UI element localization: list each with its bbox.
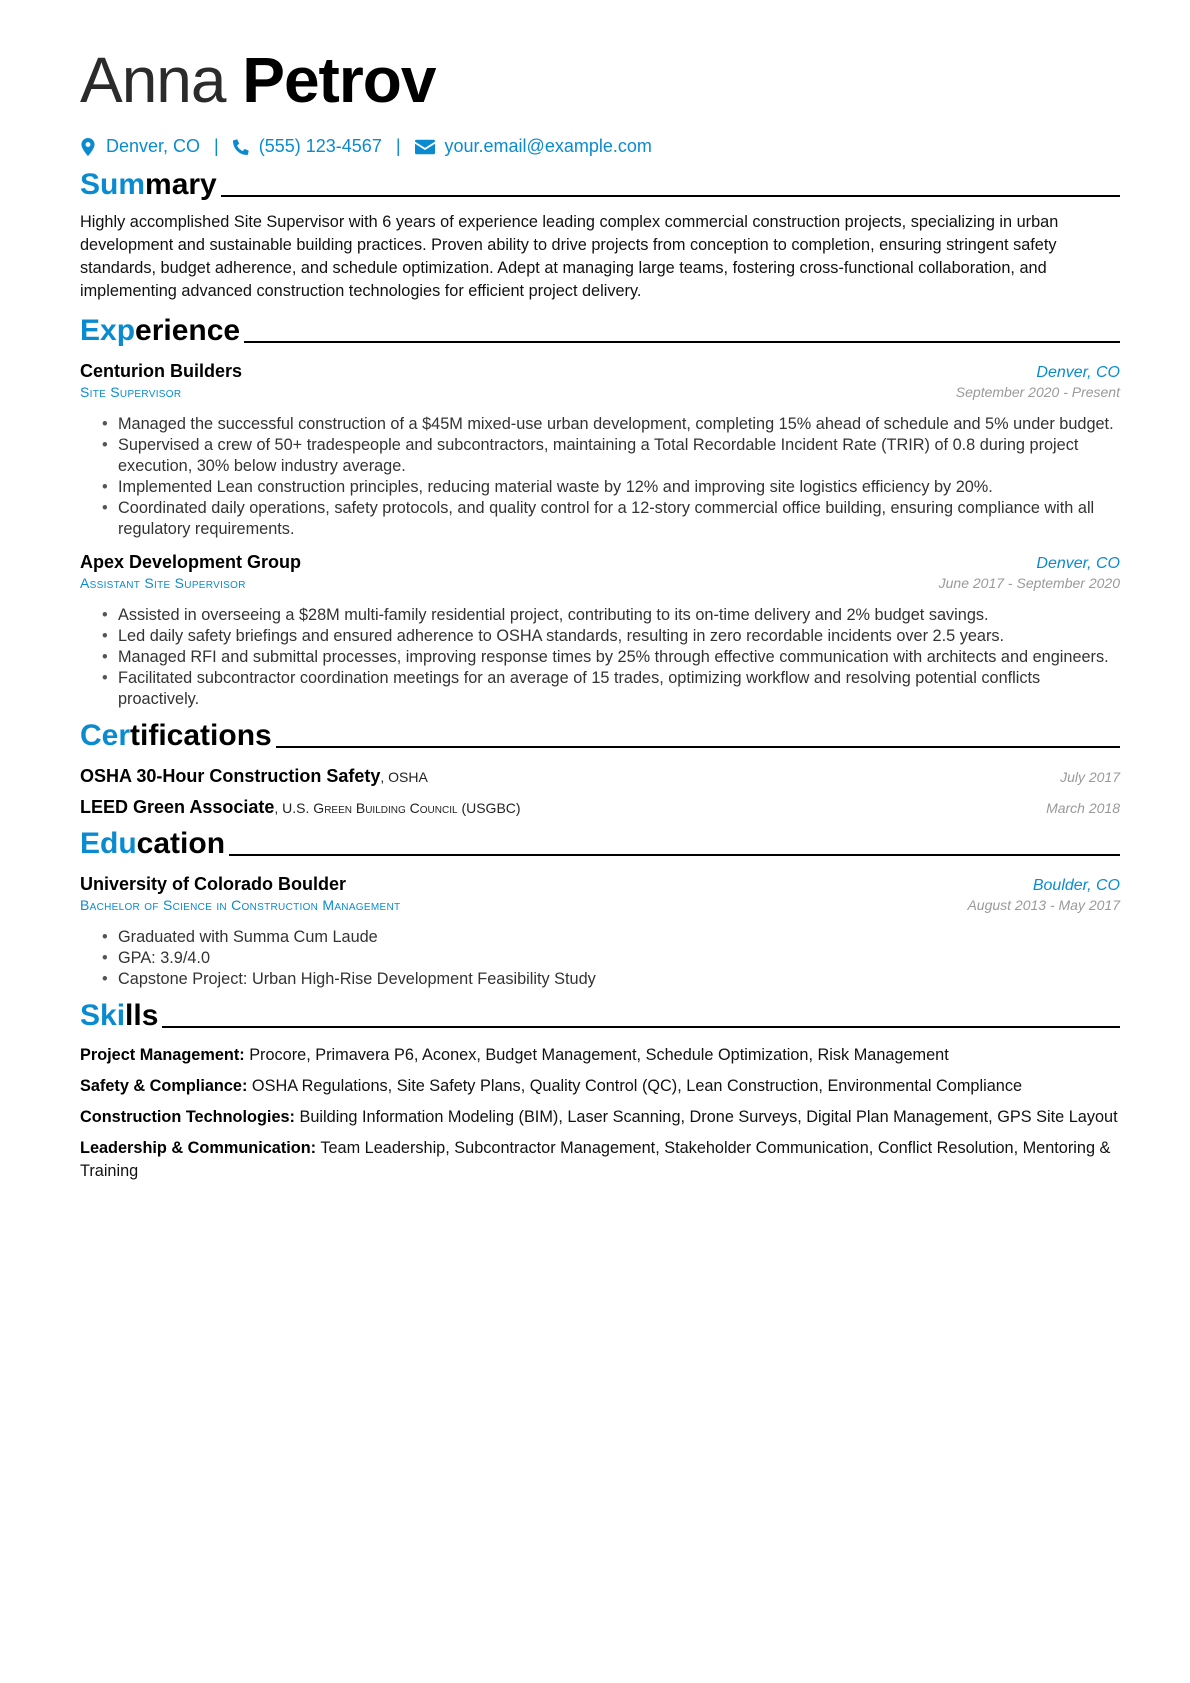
email-link[interactable]: your.email@example.com [444, 136, 652, 156]
education-dates: August 2013 - May 2017 [967, 897, 1120, 913]
job-entry [80, 361, 1120, 540]
section-rule [276, 746, 1120, 748]
last-name: Petrov [242, 44, 436, 116]
resume-page [80, 44, 1120, 1183]
list-item: • GPA: 3.9/4.0 [118, 948, 1120, 969]
summary-heading [80, 167, 1120, 203]
certifications-heading [80, 718, 1120, 754]
education-entry [80, 874, 1120, 990]
section-title [80, 313, 240, 349]
skill-text: Building Information Modeling (BIM), Laser Scanning, Drone Surveys, Digital Plan Management, GPS Site Layout [294, 1108, 1118, 1126]
skills-heading [80, 998, 1120, 1034]
job-entry [80, 552, 1120, 710]
company-name: Apex Development Group [80, 552, 302, 572]
job-location: Denver, CO [1036, 555, 1120, 572]
school-name: University of Colorado Boulder [80, 874, 347, 894]
job-role: Site Supervisor [80, 384, 182, 400]
list-item: • Graduated with Summa Cum Laude [118, 927, 1120, 948]
section-title [80, 167, 217, 203]
section-rule [229, 854, 1120, 856]
map-marker-icon [80, 138, 96, 156]
title-accent: Cer [80, 719, 131, 752]
phone-text: (555) 123-4567 [258, 136, 382, 156]
company-name: Centurion Builders [80, 361, 243, 381]
title-rest: cation [136, 827, 226, 860]
education-heading [80, 826, 1120, 862]
candidate-name [80, 44, 1120, 116]
skill-item [80, 1044, 1120, 1067]
title-rest: lls [125, 999, 159, 1032]
contact-phone[interactable] [233, 136, 382, 157]
contact-location [80, 136, 200, 157]
skill-text: OSHA Regulations, Site Safety Plans, Quality Control (QC), Lean Construction, Environmental Compliance [247, 1077, 1023, 1095]
list-item: • Coordinated daily operations, safety protocols, and quality control for a 12-story commercial office building, ensuring compliance with all regulatory requirements. [118, 498, 1120, 540]
list-item: • Managed RFI and submittal processes, improving response times by 25% through effective communication with architects and engineers. [118, 647, 1120, 668]
skill-text: Procore, Primavera P6, Aconex, Budget Management, Schedule Optimization, Risk Management [244, 1046, 949, 1064]
certification-item [80, 797, 1120, 818]
title-rest: mary [145, 168, 217, 201]
skill-label: Safety & Compliance: [80, 1077, 248, 1095]
section-title [80, 718, 272, 754]
contact-separator: | [214, 136, 219, 156]
experience-heading [80, 313, 1120, 349]
section-rule [162, 1026, 1120, 1028]
certification-name: LEED Green Associate [80, 797, 275, 817]
contact-line [80, 136, 1120, 157]
certification-date: July 2017 [1060, 769, 1120, 785]
title-rest: erience [135, 314, 241, 347]
list-item: • Managed the successful construction of a $45M mixed-use urban development, completing 15% ahead of schedule and 5% under budget. [118, 414, 1120, 435]
list-item: • Implemented Lean construction principles, reducing material waste by 12% and improving site logistics efficiency by 20%. [118, 477, 1120, 498]
list-item: • Led daily safety briefings and ensured adherence to OSHA standards, resulting in zero recordable incidents over 2.5 years. [118, 626, 1120, 647]
first-name: Anna [80, 44, 226, 116]
skill-label: Construction Technologies: [80, 1108, 295, 1126]
degree: Bachelor of Science in Construction Management [80, 897, 401, 913]
list-item: • Supervised a crew of 50+ tradespeople and subcontractors, maintaining a Total Recordable Incident Rate (TRIR) of 0.8 during project execution, 30% below industry average. [118, 435, 1120, 477]
list-item: • Capstone Project: Urban High-Rise Development Feasibility Study [118, 969, 1120, 990]
contact-email[interactable] [415, 136, 652, 157]
certification-item [80, 766, 1120, 787]
summary-text: Highly accomplished Site Supervisor with 6 years of experience leading complex commercial construction projects, specializing in urban development and sustainable building practices. Proven ability to drive projects from conception to completion, ensuring stringent safety standards, budget adherence, and schedule optimization. Adept at managing large teams, fostering cross-functional collaboration, and implementing advanced construction technologies for efficient project delivery. [80, 213, 1059, 300]
certification-issuer: , U.S. Green Building Council (USGBC) [274, 800, 521, 816]
title-accent: Ski [80, 999, 126, 1032]
certification-name: OSHA 30-Hour Construction Safety [80, 766, 381, 786]
section-title [80, 998, 158, 1034]
skill-label: Leadership & Communication: [80, 1139, 317, 1157]
school-location: Boulder, CO [1032, 877, 1120, 894]
education-bullets [80, 927, 1120, 990]
skill-text: Team Leadership, Subcontractor Management, Stakeholder Communication, Conflict Resolution, Mentoring & Training [80, 1139, 1111, 1180]
phone-icon [233, 138, 249, 156]
list-item: • Assisted in overseeing a $28M multi-family residential project, contributing to its on-time delivery and 2% budget savings. [118, 605, 1120, 626]
title-accent: Edu [80, 827, 137, 860]
certification-issuer: , OSHA [380, 769, 428, 785]
job-bullets [80, 414, 1120, 540]
job-bullets [80, 605, 1120, 710]
skill-label: Project Management: [80, 1046, 245, 1064]
skill-item [80, 1075, 1120, 1098]
list-item: • Facilitated subcontractor coordination meetings for an average of 15 trades, optimizing workflow and resolving potential conflicts proactively. [118, 668, 1120, 710]
job-dates: June 2017 - September 2020 [938, 575, 1120, 591]
job-location: Denver, CO [1036, 364, 1120, 381]
section-rule [221, 195, 1120, 197]
contact-separator: | [395, 136, 401, 156]
title-rest: tifications [130, 719, 272, 752]
title-accent: Sum [80, 168, 146, 201]
job-dates: September 2020 - Present [955, 384, 1120, 400]
skill-item [80, 1137, 1120, 1183]
section-rule [244, 341, 1120, 343]
envelope-icon [415, 138, 435, 156]
section-title [80, 826, 225, 862]
location-text: Denver, CO [106, 136, 201, 156]
job-role: Assistant Site Supervisor [80, 575, 246, 591]
title-accent: Exp [80, 314, 136, 347]
skill-item [80, 1106, 1120, 1129]
certification-date: March 2018 [1046, 800, 1120, 816]
